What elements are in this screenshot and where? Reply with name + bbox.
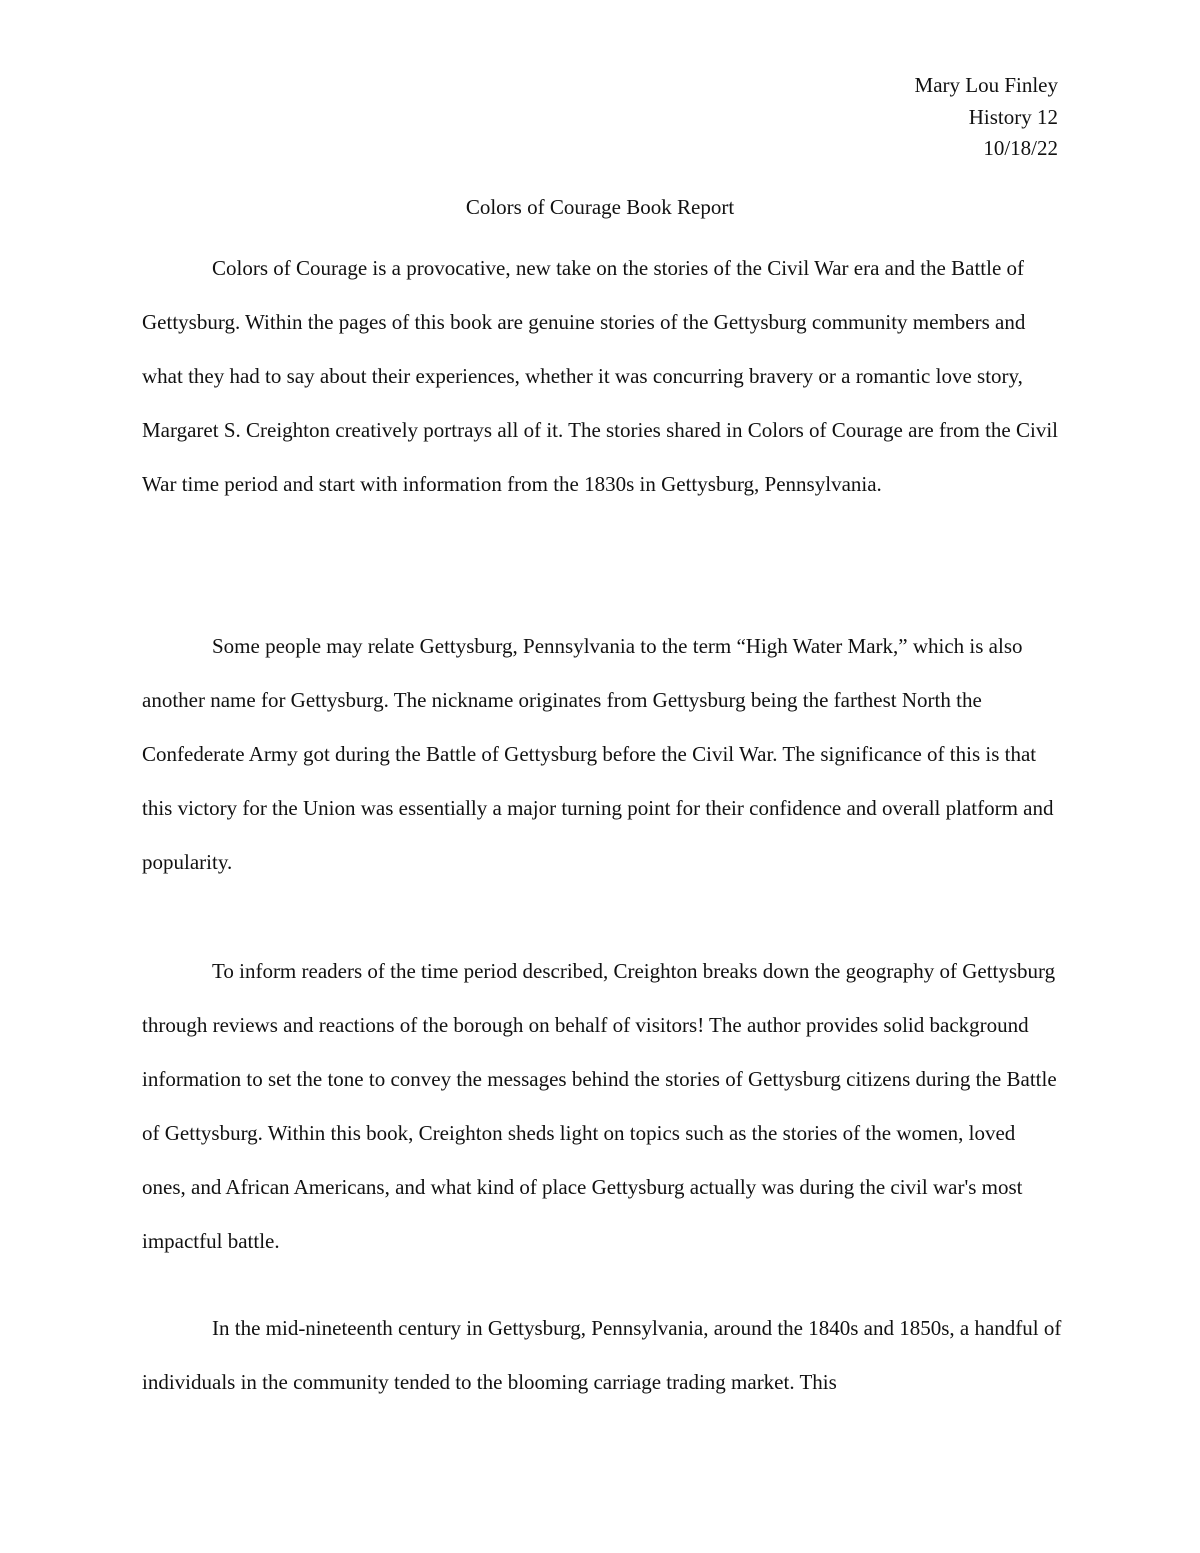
- paragraph-2: Some people may relate Gettysburg, Pennsylvania to the term “High Water Mark,” which is also another name for Gettysburg. The nickname originates from Gettysburg being the farthest North the Confederate Army got during the Battle of Gettysburg before the Civil War. The significance of this is that this victory for the Union was essentially a major turning point for their confidence and overall platform and popularity.: [142, 634, 1054, 874]
- paragraph-4: In the mid-nineteenth century in Gettysburg, Pennsylvania, around the 1840s and 1850s, a handful of individuals in the community tended to the blooming carriage trading market. This: [142, 1316, 1062, 1394]
- document-title: Colors of Courage Book Report: [465, 195, 735, 219]
- header-block: [915, 70, 1058, 165]
- report-date: 10/18/22: [983, 136, 1058, 160]
- author-name: Mary Lou Finley: [914, 73, 1058, 97]
- paragraph-3: To inform readers of the time period described, Creighton breaks down the geography of Gettysburg through reviews and reactions of the borough on behalf of visitors! The author provides solid background information to set the tone to convey the messages behind the stories of Gettysburg citizens during the Battle of Gettysburg. Within this book, Creighton sheds light on topics such as the stories of the women, loved ones, and African Americans, and what kind of place Gettysburg actually was during the civil war's most impactful battle.: [142, 959, 1057, 1253]
- course-name: History 12: [968, 104, 1058, 129]
- paragraph-1: Colors of Courage is a provocative, new take on the stories of the Civil War era and the Battle of Gettysburg. Within the pages of this book are genuine stories of the Gettysburg community members and what they had to say about their experiences, whether it was concurring bravery or a romantic love story, Margaret S. Creighton creatively portrays all of it. The stories shared in Colors of Courage are from the Civil War time period and start with information from the 1830s in Gettysburg, Pennsylvania.: [142, 256, 1058, 496]
